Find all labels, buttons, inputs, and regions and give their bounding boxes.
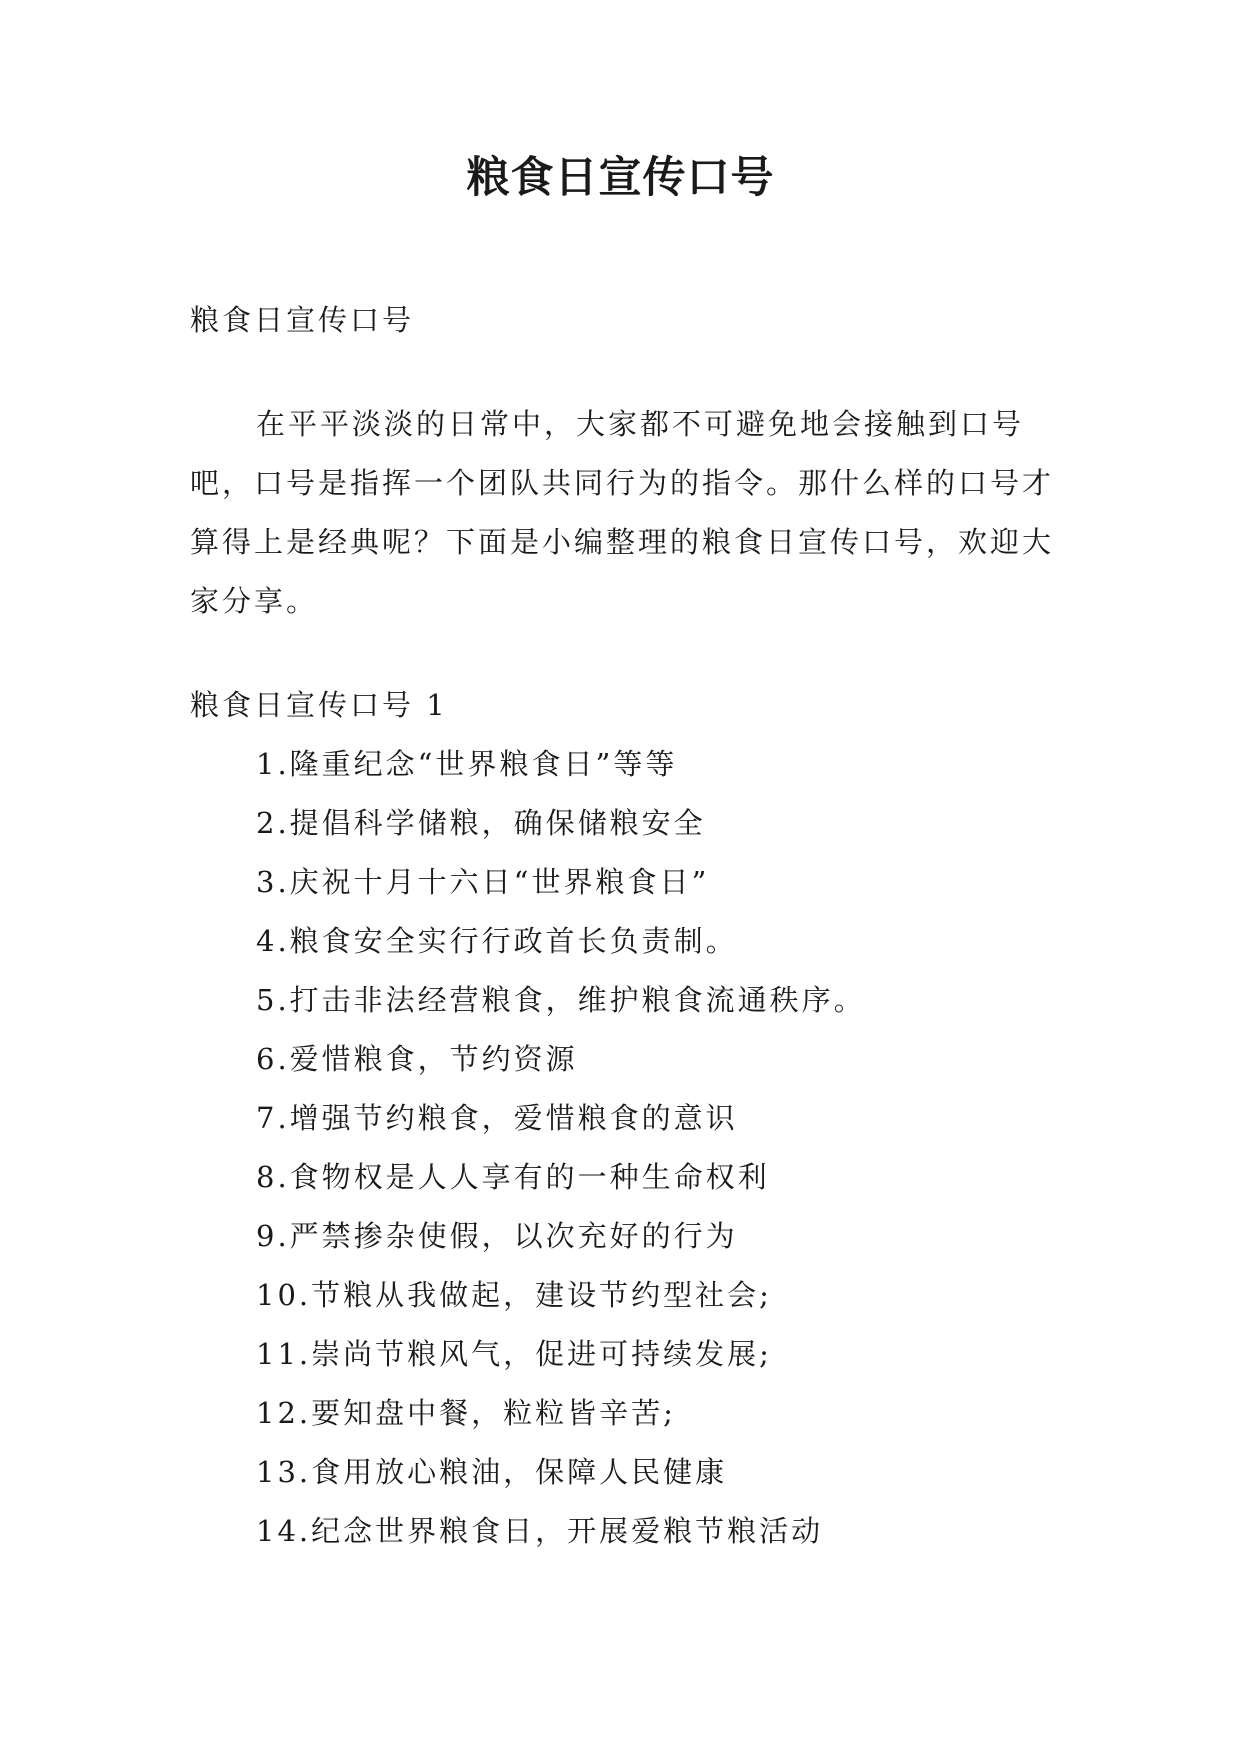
document-title: 粮食日宣传口号 bbox=[466, 153, 775, 203]
slogan-item: 2.提倡科学储粮，确保储粮安全 bbox=[256, 806, 706, 840]
slogan-item: 14.纪念世界粮食日，开展爱粮节粮活动 bbox=[256, 1514, 824, 1548]
slogan-item: 10.节粮从我做起，建设节约型社会; bbox=[256, 1278, 772, 1312]
slogan-list bbox=[190, 735, 1054, 1561]
slogan-item: 8.食物权是人人享有的一种生命权利 bbox=[256, 1160, 770, 1194]
section-heading: 粮食日宣传口号 1 bbox=[190, 688, 448, 722]
slogan-item: 11.崇尚节粮风气，促进可持续发展; bbox=[256, 1337, 772, 1371]
slogan-item: 4.粮食安全实行行政首长负责制。 bbox=[256, 924, 738, 958]
slogan-item: 6.爱惜粮食，节约资源 bbox=[256, 1042, 578, 1076]
intro-paragraph: 在平平淡淡的日常中，大家都不可避免地会接触到口号吧，口号是指挥一个团队共同行为的指令。那什么样的口号才算得上是经典呢？下面是小编整理的粮食日宣传口号，欢迎大家分享。 bbox=[190, 407, 1055, 618]
slogan-item: 12.要知盘中餐，粒粒皆辛苦; bbox=[256, 1396, 676, 1430]
slogan-item: 9.严禁掺杂使假，以次充好的行为 bbox=[256, 1219, 738, 1253]
slogan-item: 13.食用放心粮油，保障人民健康 bbox=[256, 1455, 728, 1489]
slogan-item: 7.增强节约粮食，爱惜粮食的意识 bbox=[256, 1101, 738, 1135]
slogan-item: 5.打击非法经营粮食，维护粮食流通秩序。 bbox=[256, 983, 866, 1017]
document-body bbox=[190, 291, 1054, 1561]
document-subtitle: 粮食日宣传口号 bbox=[190, 303, 415, 337]
slogan-item: 1.隆重纪念“世界粮食日”等等 bbox=[256, 747, 678, 781]
slogan-item: 3.庆祝十月十六日“世界粮食日” bbox=[256, 865, 710, 899]
